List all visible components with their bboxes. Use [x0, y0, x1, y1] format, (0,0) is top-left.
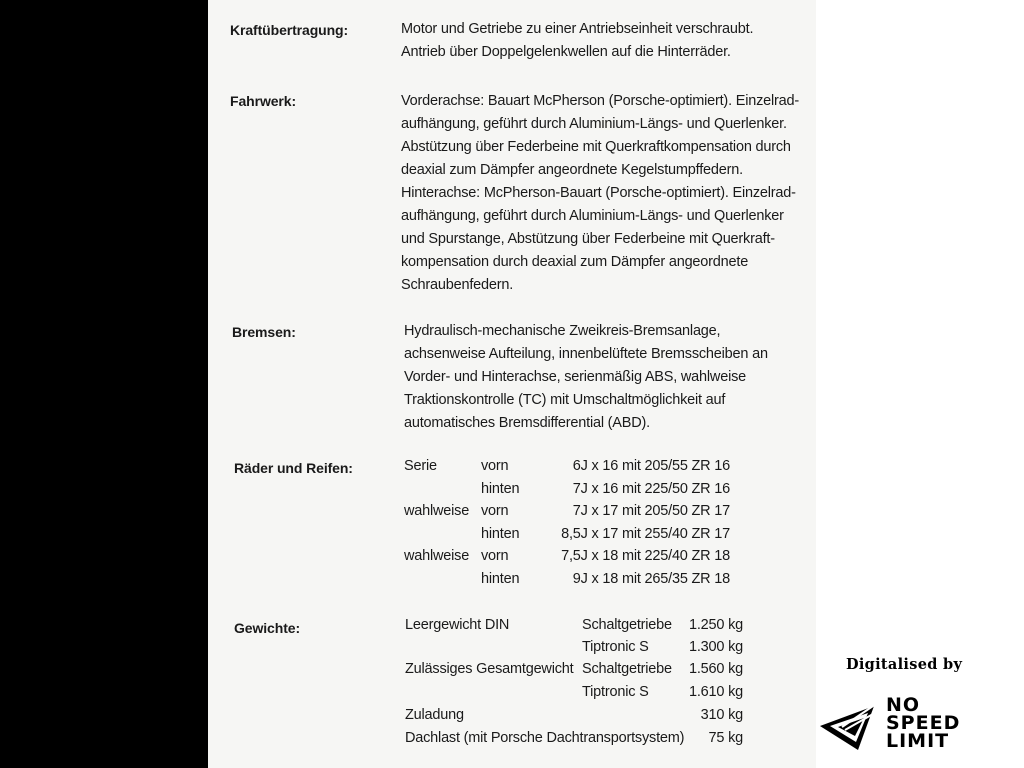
text-line: Schraubenfedern. — [401, 277, 514, 293]
text-line: Motor und Getriebe zu einer Antriebseinheit verschraubt. — [401, 21, 754, 37]
text-line: Hinterachse: McPherson-Bauart (Porsche-optimiert). Einzelrad- — [401, 185, 796, 201]
weights-row — [405, 639, 765, 661]
wheels-row — [404, 548, 804, 570]
text-line: Vorderachse: Bauart McPherson (Porsche-optimiert). Einzelrad- — [401, 93, 799, 109]
logo-line: NO — [886, 694, 921, 716]
weights-value: 1.250 kg — [688, 617, 743, 633]
weights-transmission: Tiptronic S — [582, 684, 649, 700]
section-label-fahrwerk: Fahrwerk: — [230, 93, 297, 109]
text-line: Abstützung über Federbeine mit Querkraftkompensation durch — [401, 139, 791, 155]
watermark-panel — [816, 0, 1024, 768]
no-speed-limit-logo — [818, 694, 998, 756]
wheels-spec: 7J x 16 mit 225/50 ZR 16 — [572, 481, 730, 497]
wheels-axle: vorn — [481, 458, 509, 474]
wheels-row — [404, 481, 804, 503]
wheels-spec: 7J x 17 mit 205/50 ZR 17 — [572, 503, 730, 519]
section-label-kraftuebertragung: Kraftübertragung: — [230, 22, 349, 38]
weights-value: 1.610 kg — [688, 684, 743, 700]
text-line: Hydraulisch-mechanische Zweikreis-Bremsanlage, — [404, 323, 721, 339]
weights-row — [405, 617, 765, 639]
text-line: Vorder- und Hinterachse, serienmäßig ABS, wahlweise — [404, 369, 746, 385]
wheels-spec: 9J x 18 mit 265/35 ZR 18 — [572, 571, 730, 587]
weights-row — [405, 730, 765, 752]
wheels-set: wahlweise — [404, 503, 470, 519]
weights-value: 1.300 kg — [688, 639, 743, 655]
section-label-gewichte: Gewichte: — [234, 620, 301, 636]
weights-label: Leergewicht DIN — [405, 617, 510, 633]
wheels-axle: vorn — [481, 548, 509, 564]
weights-label: Zuladung — [405, 707, 464, 723]
section-label-raeder-und-reifen: Räder und Reifen: — [234, 460, 353, 476]
wheels-set: wahlweise — [404, 548, 470, 564]
spec-page — [208, 0, 816, 768]
weights-row — [405, 684, 765, 706]
section-text-fahrwerk — [401, 90, 821, 297]
weights-transmission: Tiptronic S — [582, 639, 649, 655]
wheels-spec: 7,5J x 18 mit 225/40 ZR 18 — [561, 548, 730, 564]
wheels-spec: 8,5J x 17 mit 255/40 ZR 17 — [561, 526, 730, 542]
digitalised-by-credit: Digitalised by — [846, 656, 963, 673]
wheels-axle: hinten — [481, 481, 520, 497]
logo-line: LIMIT — [886, 730, 950, 752]
weights-transmission: Schaltgetriebe — [582, 661, 672, 677]
wheels-set: Serie — [404, 458, 437, 474]
logo-line: SPEED — [886, 712, 961, 734]
section-label-bremsen: Bremsen: — [232, 324, 296, 340]
wheels-row — [404, 503, 804, 525]
text-line: automatisches Bremsdifferential (ABD). — [404, 415, 650, 431]
road-logo-icon — [818, 696, 882, 754]
text-line: aufhängung, geführt durch Aluminium-Längs- und Querlenker — [401, 208, 784, 224]
text-line: deaxial zum Dämpfer angeordnete Kegelstumpffedern. — [401, 162, 743, 178]
wheels-axle: hinten — [481, 571, 520, 587]
text-line: Antrieb über Doppelgelenkwellen auf die Hinterräder. — [401, 44, 731, 60]
wheels-row — [404, 571, 804, 593]
text-line: Traktionskontrolle (TC) mit Umschaltmöglichkeit auf — [404, 392, 726, 408]
wheels-spec: 6J x 16 mit 205/55 ZR 16 — [572, 458, 730, 474]
wheels-axle: vorn — [481, 503, 509, 519]
weights-value: 1.560 kg — [688, 661, 743, 677]
weights-label: Dachlast (mit Porsche Dachtransportsystem) — [405, 730, 685, 746]
text-line: aufhängung, geführt durch Aluminium-Längs- und Querlenker. — [401, 116, 787, 132]
weights-value: 75 kg — [708, 730, 743, 746]
text-line: achsenweise Aufteilung, innenbelüftete Bremsscheiben an — [404, 346, 768, 362]
weights-transmission: Schaltgetriebe — [582, 617, 672, 633]
logo-wordmark — [886, 696, 960, 750]
text-line: kompensation durch deaxial zum Dämpfer angeordnete — [401, 254, 749, 270]
wheels-row — [404, 458, 804, 480]
weights-row — [405, 707, 765, 729]
weights-value: 310 kg — [700, 707, 743, 723]
section-text-kraftuebertragung — [401, 18, 821, 64]
wheels-axle: hinten — [481, 526, 520, 542]
wheels-row — [404, 526, 804, 548]
weights-row — [405, 661, 765, 683]
text-line: und Spurstange, Abstützung über Federbeine mit Querkraft- — [401, 231, 775, 247]
weights-label: Zulässiges Gesamtgewicht — [405, 661, 574, 677]
section-text-bremsen — [404, 320, 824, 435]
